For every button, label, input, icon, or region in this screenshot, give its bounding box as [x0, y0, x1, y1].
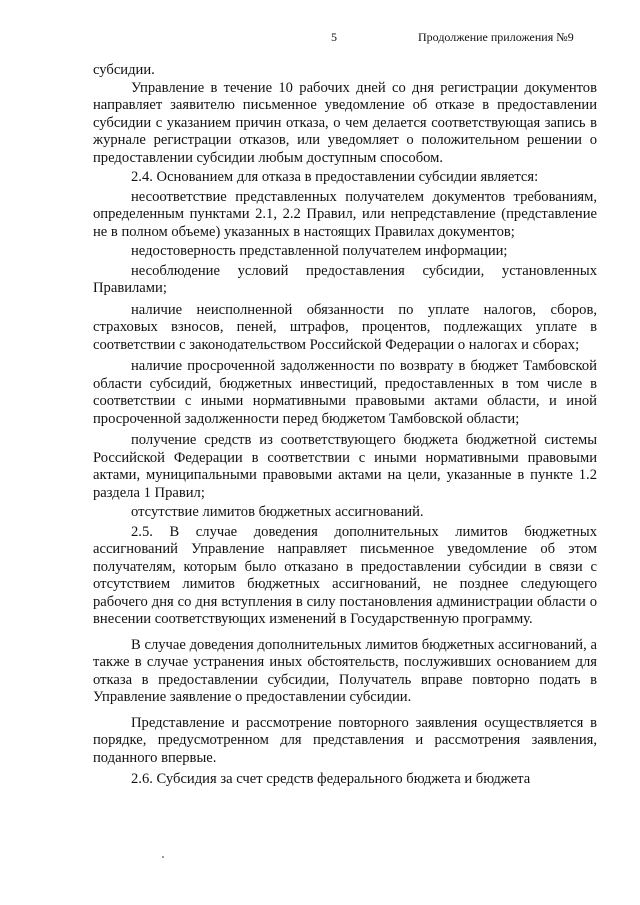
paragraph-no-limits: отсутствие лимитов бюджетных ассигнований.	[131, 504, 424, 520]
paragraph-2-4-heading: 2.4. Основанием для отказа в предоставлении субсидии является:	[131, 169, 539, 185]
page-header	[0, 30, 640, 50]
paragraph-unreliable-info: недостоверность представленной получателем информации;	[131, 243, 508, 259]
paragraph-mismatch-documents: несоответствие представленных получателем документов требованиям, определенным пунктами 2.1, 2.2 Правил, или непредставление (представление не в полном объеме) указанных в настоящих Правилах документов;	[93, 188, 597, 240]
document-body	[93, 62, 597, 789]
paragraph-notification: Управление в течение 10 рабочих дней со дня регистрации документов направляет заявителю письменное уведомление об отказе в предоставлении субсидии с указанием причин отказа, о чем делается соответствующая запись в журнале регистрации отказов, или уведомляет о положительном решении о предоставлении субсидии любым доступным способом.	[93, 79, 597, 166]
page-number: 5	[331, 30, 337, 44]
paragraph-subsidy-tail: субсидии.	[93, 62, 155, 78]
paragraph-repeat-review: Представление и рассмотрение повторного заявления осуществляется в порядке, предусмотренном для представления и рассмотрения заявления, поданного впервые.	[93, 714, 597, 766]
paragraph-conditions-violation: несоблюдение условий предоставления субсидии, установленных Правилами;	[93, 262, 597, 296]
paragraph-overdue-debt: наличие просроченной задолженности по возврату в бюджет Тамбовской области субсидий, бюджетных инвестиций, предоставленных в том числе в соответствии с иными нормативными правовыми актами области, и иной просроченной задолженности перед бюджетом Тамбовской области;	[93, 358, 597, 427]
paragraph-unpaid-taxes: наличие неисполненной обязанности по уплате налогов, сборов, страховых взносов, пеней, штрафов, процентов, подлежащих уплате в соответствии с законодательством Российской Федерации о налогах и сборах;	[93, 301, 597, 353]
scan-speck	[162, 856, 164, 858]
appendix-continuation-note: Продолжение приложения №9	[418, 30, 574, 44]
paragraph-repeat-application: В случае доведения дополнительных лимитов бюджетных ассигнований, а также в случае устранения иных обстоятельств, послуживших основанием для отказа в предоставлении субсидии, Получатель вправе повторно подать в Управление заявление о предоставлении субсидии.	[93, 636, 597, 705]
paragraph-2-6-start: 2.6. Субсидия за счет средств федерального бюджета и бюджета	[131, 771, 531, 787]
paragraph-other-budget-funds: получение средств из соответствующего бюджета бюджетной системы Российской Федерации в соответствии с иными нормативными правовыми актами, муниципальными правовыми актами на цели, указанные в пункте 1.2 раздела 1 Правил;	[93, 432, 597, 501]
paragraph-2-5: 2.5. В случае доведения дополнительных лимитов бюджетных ассигнований Управление направляет письменное уведомление об этом получателям, которым было отказано в предоставлении субсидии в связи с отсутствием лимитов бюджетных ассигнований, не позднее следующего рабочего дня со дня вступления в силу постановления администрации области о внесении соответствующих изменений в Государственную программу.	[93, 523, 597, 627]
